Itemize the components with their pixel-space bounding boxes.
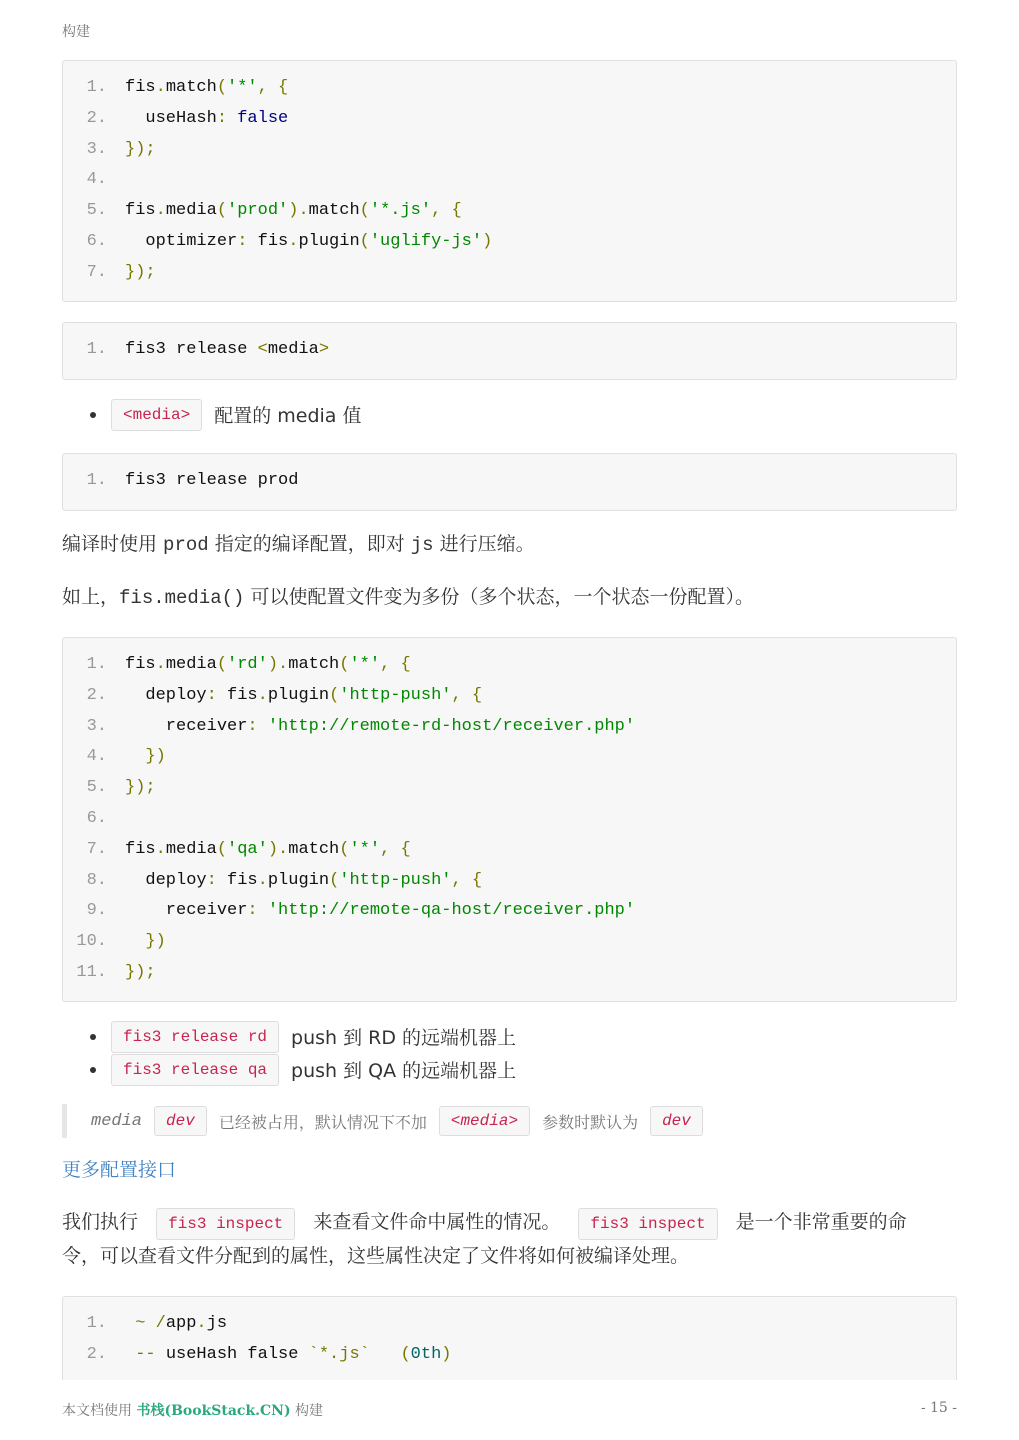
page-number: - 15 - xyxy=(920,1400,957,1416)
code-line xyxy=(63,335,956,366)
line-number: 3. xyxy=(86,139,107,159)
code-line xyxy=(63,196,956,227)
text-segment: 令，可以查看文件分配到的属性，这些属性决定了文件将如何被编译处理。 xyxy=(62,1245,690,1267)
footer-text: 本文档使用 xyxy=(62,1403,137,1419)
code-block-media-deploy xyxy=(62,637,957,1002)
bullet-text: push 到 RD 的远端机器上 xyxy=(291,1027,517,1049)
paragraph-compile xyxy=(62,528,957,562)
bullet-dot xyxy=(90,1034,96,1040)
code-line xyxy=(63,135,956,166)
code-text: }); xyxy=(125,962,156,982)
text-segment: 可以使配置文件变为多份（多个状态，一个状态一份配置）。 xyxy=(244,586,754,608)
text-segment: 参数时默认为 xyxy=(542,1112,639,1132)
line-number: 11. xyxy=(76,962,107,982)
footer-text: 构建 xyxy=(290,1403,324,1419)
code-line xyxy=(63,896,956,927)
inline-code: <media> xyxy=(439,1106,530,1136)
footer xyxy=(62,1400,323,1420)
line-number: 2. xyxy=(86,108,107,128)
code-line xyxy=(63,165,956,196)
code-text: }); xyxy=(125,778,156,798)
line-number: 1. xyxy=(86,340,107,359)
bullet-dot xyxy=(90,412,96,418)
inline-code: fis3 inspect xyxy=(156,1208,295,1240)
code-text: deploy: fis.plugin('http-push', { xyxy=(125,685,483,705)
code-line xyxy=(63,466,956,497)
code-line xyxy=(63,1340,956,1371)
text-segment: 指定的编译配置，即对 xyxy=(208,533,411,555)
code-text: }) xyxy=(125,747,166,767)
line-number: 5. xyxy=(86,778,107,798)
bullet-text: push 到 QA 的远端机器上 xyxy=(291,1060,517,1082)
mono-text: media xyxy=(91,1111,143,1131)
code-block-release-prod xyxy=(62,453,957,511)
code-text: fis.match('*', { xyxy=(125,78,289,97)
line-number: 10. xyxy=(76,932,107,952)
code-text: }); xyxy=(125,262,156,282)
code-line xyxy=(63,866,956,897)
line-number: 6. xyxy=(86,808,107,828)
inline-code: fis3 release rd xyxy=(111,1021,279,1053)
bullet-dot xyxy=(90,1067,96,1073)
bullet-text: 配置的 media 值 xyxy=(214,405,362,427)
code-line xyxy=(63,835,956,866)
code-text: receiver: 'http://remote-rd-host/receiver.php' xyxy=(125,716,636,736)
code-text: fis3 release <media> xyxy=(125,340,330,359)
code-line xyxy=(63,73,956,104)
inline-code: <media> xyxy=(111,399,202,431)
mono-text: fis.media() xyxy=(119,587,245,609)
text-segment: 是一个非常重要的命 xyxy=(735,1211,907,1233)
line-number: 4. xyxy=(86,170,107,190)
text-segment: 已经被占用，默认情况下不加 xyxy=(218,1112,427,1132)
mono-text: js xyxy=(410,534,434,556)
line-number: 6. xyxy=(86,231,107,251)
code-line xyxy=(63,650,956,681)
text-segment: 来查看文件命中属性的情况。 xyxy=(313,1211,561,1233)
line-number: 5. xyxy=(86,201,107,221)
text-segment: 编译时使用 xyxy=(62,533,164,555)
mono-text: prod xyxy=(163,534,209,556)
code-text: }) xyxy=(125,932,166,952)
line-number: 7. xyxy=(86,262,107,282)
footer-link[interactable]: 书栈(BookStack.CN) xyxy=(136,1403,291,1419)
bullet-list-media xyxy=(90,398,361,431)
code-text: -- useHash false `*.js` (0th) xyxy=(125,1344,452,1364)
line-number: 3. xyxy=(86,716,107,736)
code-text: optimizer: fis.plugin('uglify-js') xyxy=(125,231,493,251)
text-segment: 如上， xyxy=(62,586,120,608)
list-item xyxy=(90,398,361,431)
code-line xyxy=(63,773,956,804)
code-block-inspect xyxy=(62,1296,957,1380)
list-item xyxy=(90,1020,516,1053)
blockquote-note xyxy=(62,1104,957,1138)
line-number: 2. xyxy=(86,685,107,705)
code-text: }); xyxy=(125,139,156,159)
code-text: useHash: false xyxy=(125,108,289,128)
inline-code: fis3 release qa xyxy=(111,1054,279,1086)
code-line xyxy=(63,104,956,135)
line-number: 8. xyxy=(86,870,107,890)
more-config-link[interactable]: 更多配置接口 xyxy=(62,1159,177,1181)
code-block-match xyxy=(62,60,957,302)
code-block-release-media xyxy=(62,322,957,380)
line-number: 2. xyxy=(86,1344,107,1364)
bullet-list-push xyxy=(90,1020,516,1086)
code-line xyxy=(63,804,956,835)
line-number: 1. xyxy=(86,655,107,674)
code-text: ~ /app.js xyxy=(125,1314,228,1333)
code-line xyxy=(63,958,956,989)
inline-code: dev xyxy=(650,1106,703,1136)
paragraph-inspect xyxy=(62,1206,942,1273)
line-number: 1. xyxy=(86,78,107,97)
code-text: receiver: 'http://remote-qa-host/receiver.php' xyxy=(125,901,636,921)
code-line xyxy=(63,927,956,958)
code-line xyxy=(63,227,956,258)
code-line xyxy=(63,712,956,743)
code-text: fis.media('prod').match('*.js', { xyxy=(125,201,462,221)
code-text: fis.media('qa').match('*', { xyxy=(125,839,411,859)
code-text: deploy: fis.plugin('http-push', { xyxy=(125,870,483,890)
code-line xyxy=(63,681,956,712)
line-number: 1. xyxy=(86,1314,107,1333)
line-number: 1. xyxy=(86,471,107,490)
inline-code: dev xyxy=(154,1106,207,1136)
text-segment: 我们执行 xyxy=(62,1211,139,1233)
line-number: 4. xyxy=(86,747,107,767)
paragraph-media xyxy=(62,581,957,615)
code-line xyxy=(63,1309,956,1340)
code-text: fis.media('rd').match('*', { xyxy=(125,655,411,674)
inline-code: fis3 inspect xyxy=(578,1208,717,1240)
text-segment: 进行压缩。 xyxy=(433,533,535,555)
code-text: fis3 release prod xyxy=(125,471,299,490)
line-number: 7. xyxy=(86,839,107,859)
list-item xyxy=(90,1053,516,1086)
header-title: 构建 xyxy=(62,24,90,40)
code-line xyxy=(63,258,956,289)
code-line xyxy=(63,742,956,773)
line-number: 9. xyxy=(86,901,107,921)
